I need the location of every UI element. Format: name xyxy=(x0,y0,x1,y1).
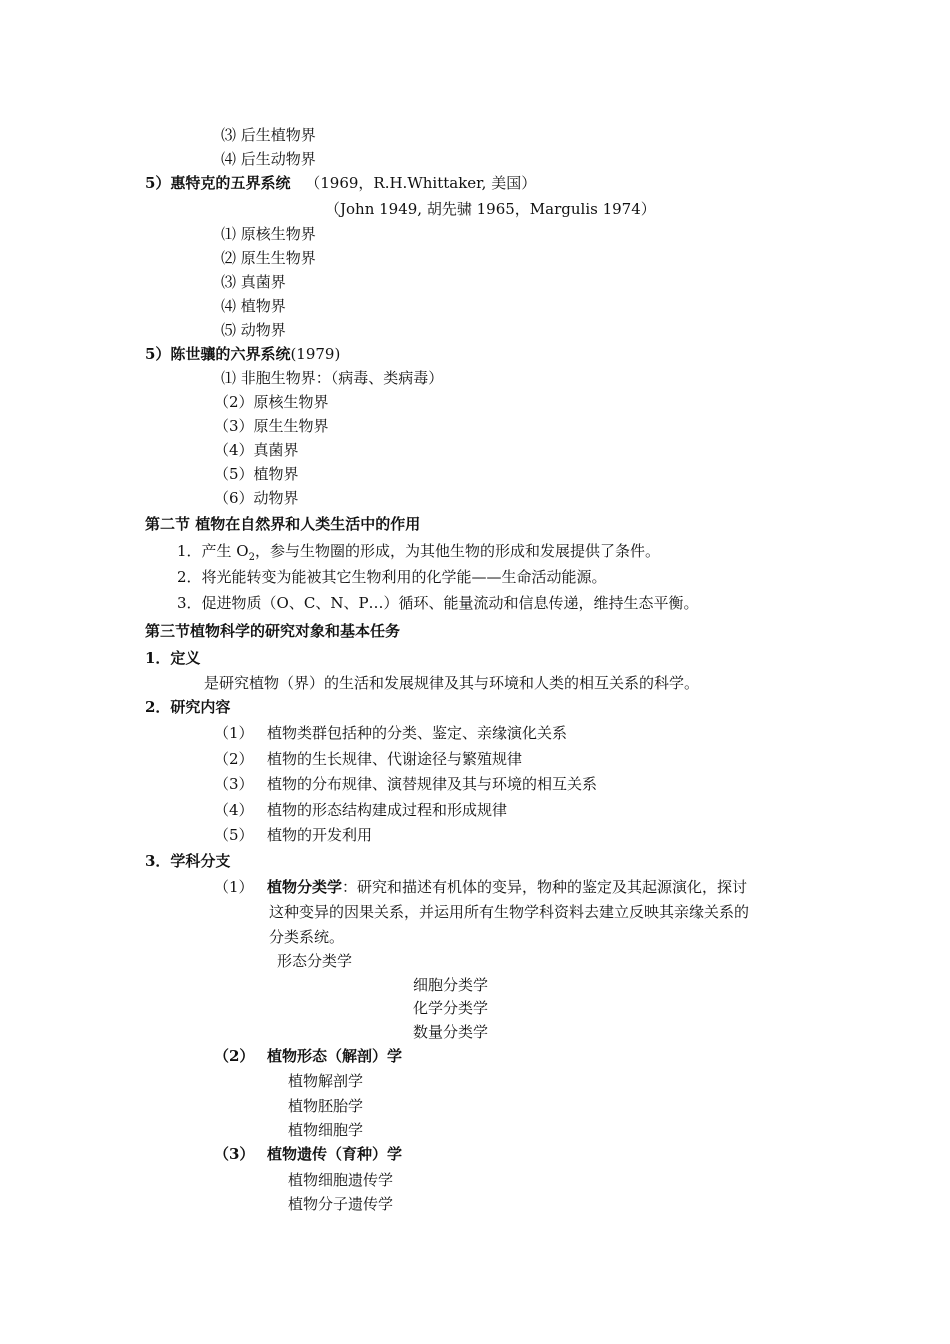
list-item: ⑶ 真菌界 xyxy=(221,273,286,291)
sub-discipline: 植物分子遗传学 xyxy=(288,1195,394,1213)
list-item: ⑸ 动物界 xyxy=(221,321,286,339)
branch-title: 植物遗传（育种）学 xyxy=(267,1145,403,1163)
sub-discipline: 形态分类学 xyxy=(277,952,353,970)
branch-3-line xyxy=(214,1144,402,1164)
whittaker-heading: 5）惠特克的五界系统 xyxy=(145,174,291,192)
sub-discipline: 数量分类学 xyxy=(413,1023,489,1041)
branch-title: 植物分类学 xyxy=(267,878,343,896)
research-item xyxy=(214,749,522,769)
chen-year: (1979) xyxy=(290,345,341,363)
list-item: ⑴ 非胞生物界：（病毒、类病毒） xyxy=(221,369,444,387)
branch-2-line xyxy=(214,1046,402,1066)
chen-heading: 5）陈世骧的六界系统 xyxy=(145,345,291,363)
section-2-heading: 第二节 植物在自然界和人类生活中的作用 xyxy=(145,515,421,533)
section-3-heading: 第三节植物科学的研究对象和基本任务 xyxy=(145,622,401,640)
list-item: （2）原核生物界 xyxy=(214,393,329,411)
item-number: （1） xyxy=(214,724,254,742)
item-text: 植物类群包括种的分类、鉴定、亲缘演化关系 xyxy=(267,724,568,742)
sub-discipline: 植物细胞学 xyxy=(288,1121,364,1139)
sub-discipline: 植物细胞遗传学 xyxy=(288,1171,394,1189)
list-item: ⑷ 植物界 xyxy=(221,297,286,315)
sub-discipline: 化学分类学 xyxy=(413,999,489,1017)
list-item: ⑵ 原生生物界 xyxy=(221,249,316,267)
item-text: 植物的形态结构建成过程和形成规律 xyxy=(267,801,508,819)
sub-discipline: 植物胚胎学 xyxy=(288,1097,364,1115)
role-item-1-suffix: ，参与生物圈的形成，为其他生物的形成和发展提供了条件。 xyxy=(254,542,660,560)
role-item-1-prefix: 1．产生 O xyxy=(177,542,249,560)
item-text: 植物的分布规律、演替规律及其与环境的相互关系 xyxy=(267,775,598,793)
role-item-1 xyxy=(177,541,660,568)
definition-heading: 1．定义 xyxy=(145,649,201,667)
research-item xyxy=(214,774,597,794)
list-item: ⑴ 原核生物界 xyxy=(221,225,316,243)
list-item: ⑷ 后生动物界 xyxy=(221,150,316,168)
research-item xyxy=(214,723,567,743)
item-number: （4） xyxy=(214,801,254,819)
branch-heading: 3．学科分支 xyxy=(145,852,231,870)
branch-1-line-3: 分类系统。 xyxy=(269,928,345,946)
sub-discipline: 细胞分类学 xyxy=(413,976,489,994)
branch-1-line-1 xyxy=(214,877,747,897)
definition-text: 是研究植物（界）的生活和发展规律及其与环境和人类的相互关系的科学。 xyxy=(204,674,700,692)
branch-number: （2） xyxy=(214,1047,255,1065)
chen-heading-line xyxy=(145,344,340,364)
role-item-2: 2．将光能转变为能被其它生物利用的化学能——生命活动能源。 xyxy=(177,568,607,586)
item-number: （5） xyxy=(214,826,254,844)
branch-number: （3） xyxy=(214,1145,255,1163)
sub-discipline: 植物解剖学 xyxy=(288,1072,364,1090)
item-number: （3） xyxy=(214,775,254,793)
research-item xyxy=(214,800,507,820)
item-text: 植物的生长规律、代谢途径与繁殖规律 xyxy=(267,750,523,768)
subscript: 2 xyxy=(248,552,255,563)
item-text: 植物的开发利用 xyxy=(267,826,373,844)
whittaker-reference: （1969，R.H.Whittaker, 美国） xyxy=(305,174,537,192)
branch-1-line-2: 这种变异的因果关系，并运用所有生物学科资料去建立反映其亲缘关系的 xyxy=(269,903,750,921)
list-item: （4）真菌界 xyxy=(214,441,299,459)
branch-text: ：研究和描述有机体的变异，物种的鉴定及其起源演化，探讨 xyxy=(342,878,748,896)
list-item: （5）植物界 xyxy=(214,465,299,483)
research-heading: 2．研究内容 xyxy=(145,698,231,716)
branch-title: 植物形态（解剖）学 xyxy=(267,1047,403,1065)
whittaker-heading-line xyxy=(145,173,536,193)
item-number: （2） xyxy=(214,750,254,768)
research-item xyxy=(214,825,372,845)
branch-number: （1） xyxy=(214,878,254,896)
role-item-3: 3．促进物质（O、C、N、P…）循环、能量流动和信息传递，维持生态平衡。 xyxy=(177,594,699,612)
list-item: ⑶ 后生植物界 xyxy=(221,126,316,144)
list-item: （6）动物界 xyxy=(214,489,299,507)
list-item: （3）原生生物界 xyxy=(214,417,329,435)
whittaker-reference-2: （John 1949, 胡先骕 1965，Margulis 1974） xyxy=(325,200,656,218)
